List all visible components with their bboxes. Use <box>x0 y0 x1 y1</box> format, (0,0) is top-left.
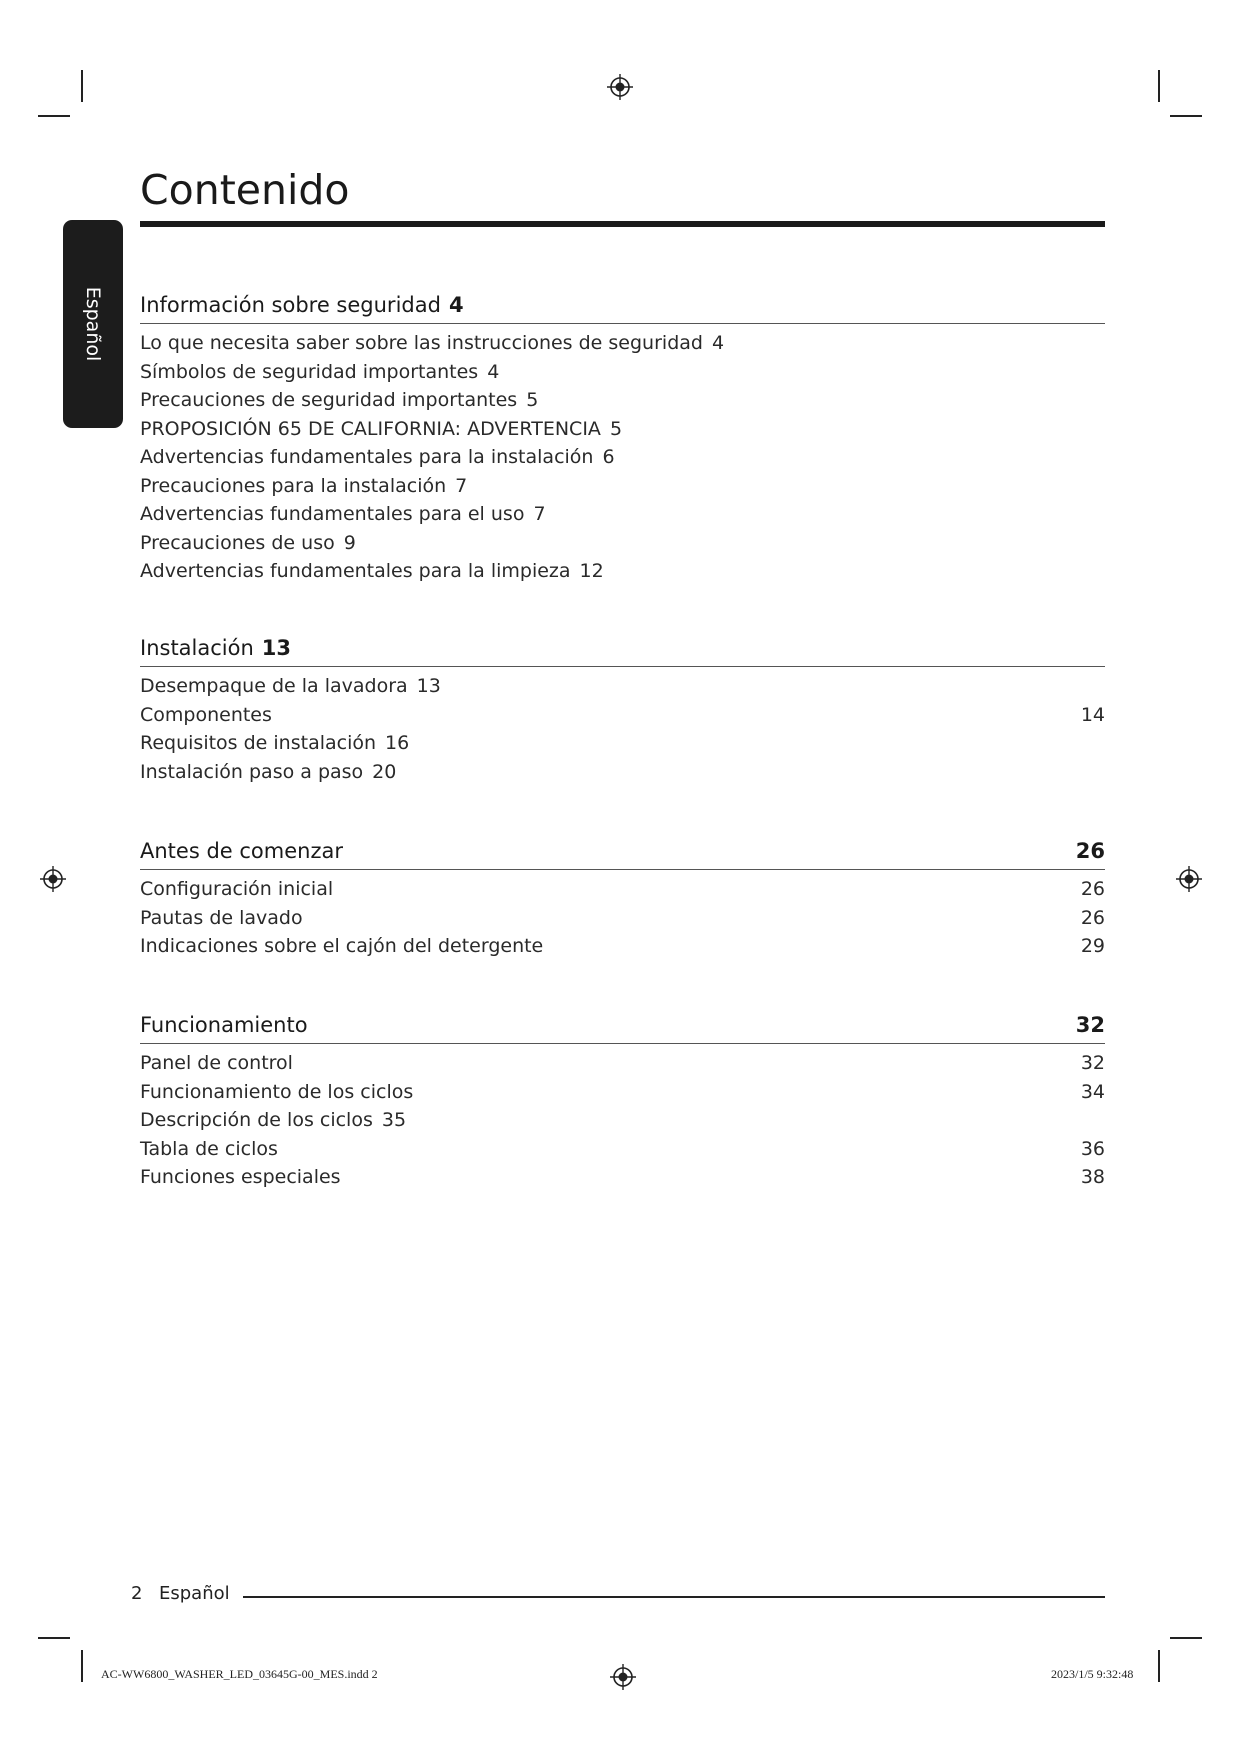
toc-item[interactable] <box>140 415 1105 444</box>
toc-item-page: 20 <box>372 760 397 783</box>
toc-section-funcionamiento <box>140 1005 1105 1192</box>
toc-item-page-right: 36 <box>1080 1137 1105 1160</box>
toc-item-label: Instalación paso a paso <box>140 760 364 783</box>
registration-mark-icon <box>610 1664 636 1690</box>
section-page-right: 26 <box>1075 839 1105 863</box>
toc-item[interactable] <box>140 758 1105 787</box>
toc-item-page-right: 14 <box>1080 703 1105 726</box>
toc-item-label: Componentes <box>140 703 272 726</box>
section-items <box>140 875 1105 961</box>
section-title: Instalación 13 <box>140 636 292 660</box>
toc-item-label: Funcionamiento de los ciclos <box>140 1080 414 1103</box>
toc-item-page: 6 <box>602 446 615 468</box>
footer-page-number: 2 <box>131 1583 143 1604</box>
toc-item-label: Advertencias fundamentales para la instalación <box>140 446 594 468</box>
toc-item[interactable] <box>140 500 1105 529</box>
section-items <box>140 1049 1105 1192</box>
toc-item[interactable] <box>140 729 1105 758</box>
toc-item-label: Precauciones de uso <box>140 531 335 554</box>
toc-item-page: 13 <box>416 675 441 697</box>
toc-item-label: Precauciones para la instalación <box>140 474 447 497</box>
toc-item-label: Lo que necesita saber sobre las instrucciones de seguridad <box>140 332 703 354</box>
section-items <box>140 329 1105 586</box>
crop-mark <box>1158 1650 1160 1682</box>
toc-item-label: Indicaciones sobre el cajón del detergente <box>140 935 544 957</box>
toc-item-page: 7 <box>455 474 468 497</box>
toc-item[interactable] <box>140 1049 1105 1078</box>
toc-item-page: 5 <box>609 417 623 440</box>
crop-mark <box>1170 115 1202 117</box>
toc-item[interactable] <box>140 1106 1105 1135</box>
toc-item-label: Advertencias fundamentales para el uso <box>140 503 525 525</box>
toc-item[interactable] <box>140 1135 1105 1164</box>
page-title: Contenido <box>140 166 350 214</box>
toc-item-label: Símbolos de seguridad importantes <box>140 360 479 383</box>
crop-mark <box>38 115 70 117</box>
toc-item-page: 5 <box>526 389 539 411</box>
toc-item-page-right: 26 <box>1080 906 1105 929</box>
registration-mark-icon <box>607 74 633 100</box>
section-page-right: 32 <box>1075 1013 1105 1037</box>
section-header <box>140 285 1105 324</box>
toc-item[interactable] <box>140 932 1105 961</box>
section-title: Funcionamiento <box>140 1013 308 1037</box>
toc-item-label: Advertencias fundamentales para la limpieza <box>140 560 571 582</box>
toc-item-page-right: 32 <box>1080 1052 1105 1074</box>
footer-rule <box>243 1596 1105 1598</box>
toc-item-label: Pautas de lavado <box>140 906 303 929</box>
crop-mark <box>1170 1637 1202 1639</box>
toc-item-page: 9 <box>343 531 356 554</box>
registration-mark-icon <box>40 866 66 892</box>
toc-item[interactable] <box>140 1163 1105 1192</box>
toc-item[interactable] <box>140 904 1105 933</box>
toc-item-page-right: 26 <box>1080 878 1105 900</box>
registration-mark-icon <box>1176 866 1202 892</box>
print-slug-filename: AC-WW6800_WASHER_LED_03645G-00_MES.indd 2 <box>101 1667 378 1681</box>
title-rule <box>140 221 1105 227</box>
section-header <box>140 1005 1105 1044</box>
toc-item[interactable] <box>140 557 1105 586</box>
toc-item[interactable] <box>140 529 1105 558</box>
toc-section-instalacion <box>140 628 1105 786</box>
print-slug-date: 2023/1/5 9:32:48 <box>1051 1667 1134 1681</box>
toc-item[interactable] <box>140 472 1105 501</box>
toc-item[interactable] <box>140 329 1105 358</box>
section-title: Información sobre seguridad 4 <box>140 293 464 317</box>
section-items <box>140 672 1105 786</box>
toc-item-page-right: 38 <box>1080 1166 1105 1188</box>
section-page: 13 <box>261 636 292 660</box>
toc-item[interactable] <box>140 672 1105 701</box>
crop-mark <box>81 70 83 102</box>
toc-item-label: Panel de control <box>140 1052 293 1074</box>
toc-item-label: PROPOSICIÓN 65 DE CALIFORNIA: ADVERTENCIA <box>140 417 601 440</box>
toc-item-page-right: 29 <box>1080 935 1105 957</box>
section-page: 4 <box>448 293 464 317</box>
crop-mark <box>81 1650 83 1682</box>
toc-item-label: Funciones especiales <box>140 1166 341 1188</box>
toc-item[interactable] <box>140 1078 1105 1107</box>
toc-item-label: Descripción de los ciclos <box>140 1109 373 1131</box>
language-tab <box>63 220 123 428</box>
toc-item-page: 16 <box>385 732 410 754</box>
toc-section-seguridad <box>140 285 1105 586</box>
toc-item-page-right: 34 <box>1080 1080 1105 1103</box>
toc-item[interactable] <box>140 386 1105 415</box>
language-tab-label: Español <box>82 286 104 362</box>
toc-item-label: Tabla de ciclos <box>140 1137 278 1160</box>
toc-item-label: Precauciones de seguridad importantes <box>140 389 518 411</box>
footer-language: Español <box>159 1583 230 1604</box>
toc-item-label: Desempaque de la lavadora <box>140 675 408 697</box>
toc-item-page: 12 <box>579 560 604 582</box>
toc-item-page: 4 <box>711 332 725 354</box>
toc-item[interactable] <box>140 358 1105 387</box>
section-title: Antes de comenzar <box>140 839 343 863</box>
toc-item-page: 7 <box>533 503 546 525</box>
section-header <box>140 831 1105 870</box>
toc-item-label: Configuración inicial <box>140 878 334 900</box>
toc-item-page: 35 <box>381 1109 407 1131</box>
crop-mark <box>38 1637 70 1639</box>
toc-item-label: Requisitos de instalación <box>140 732 377 754</box>
toc-item[interactable] <box>140 875 1105 904</box>
section-header <box>140 628 1105 667</box>
toc-item[interactable] <box>140 701 1105 730</box>
crop-mark <box>1158 70 1160 102</box>
toc-item[interactable] <box>140 443 1105 472</box>
toc-section-antes-de-comenzar <box>140 831 1105 961</box>
toc-item-page: 4 <box>487 360 500 383</box>
